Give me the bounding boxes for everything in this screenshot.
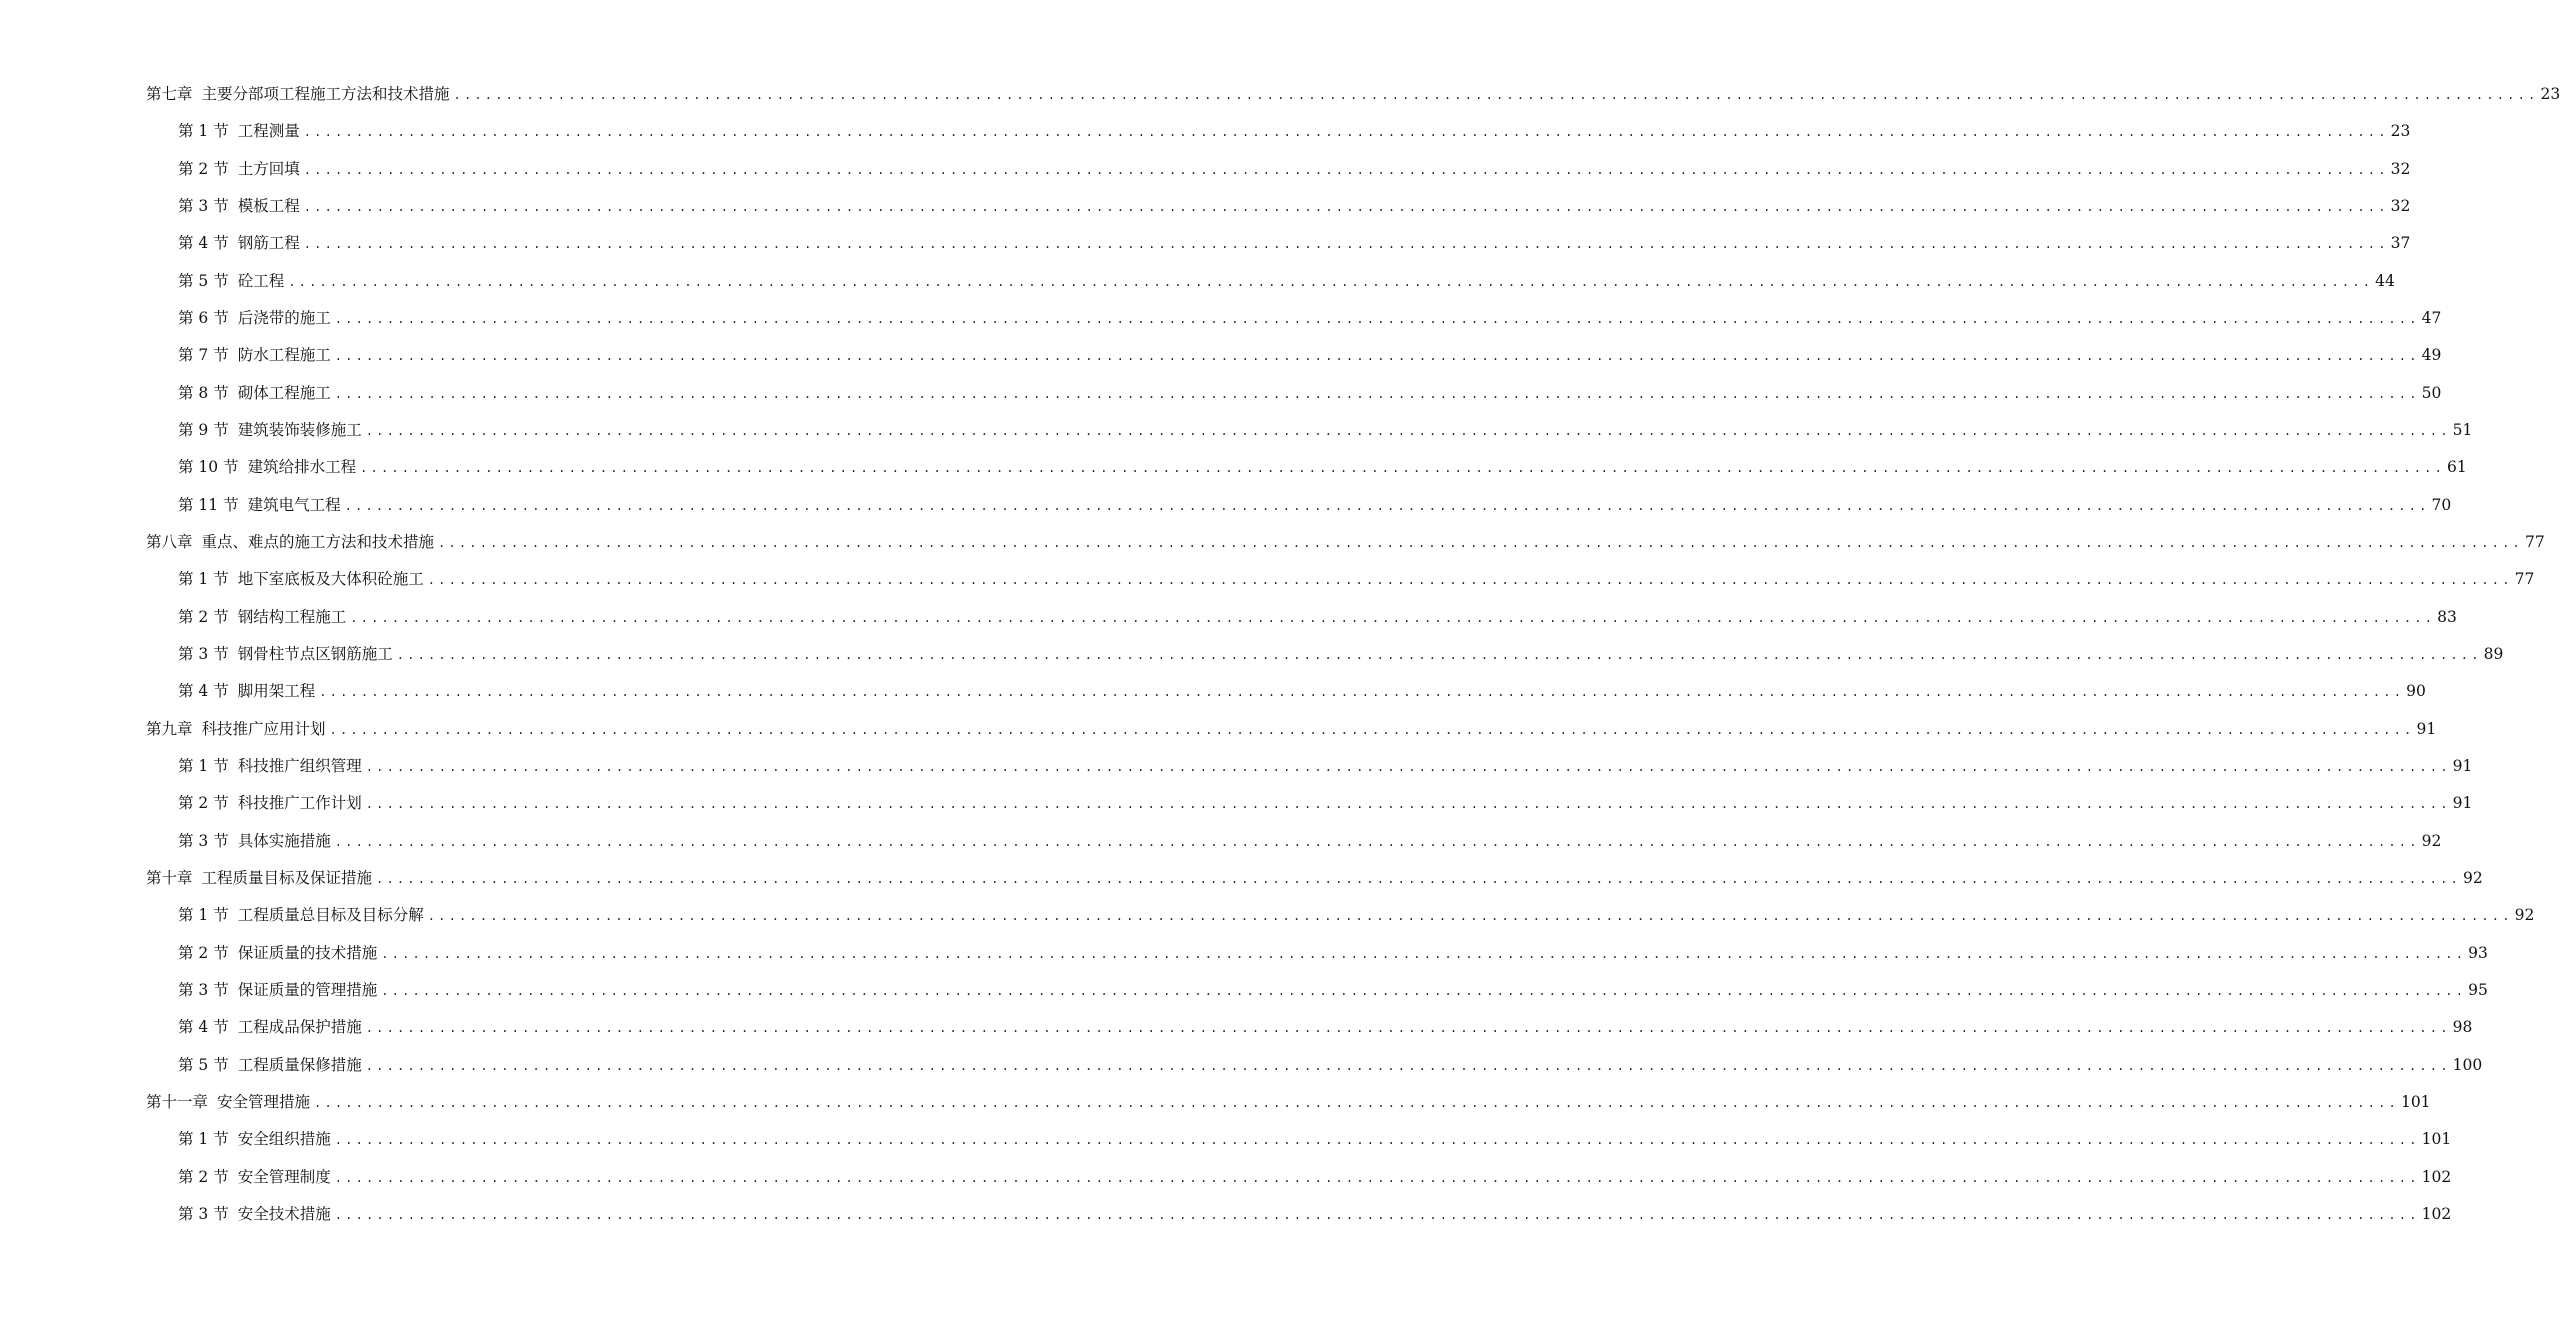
dot-leader: ........................................................................................................................................................................................................ xyxy=(334,1133,2420,1148)
toc-section-entry[interactable] xyxy=(146,225,2411,262)
toc-entry-label: 第十一章 xyxy=(146,1092,209,1111)
toc-chapter-entry[interactable] xyxy=(146,711,2437,748)
toc-page-number: 92 xyxy=(2421,831,2442,850)
dot-leader: ........................................................................................................................................................................................................ xyxy=(334,834,2420,849)
toc-entry-label: 第 6 节 xyxy=(178,308,229,327)
toc-entry-label: 第 2 节 xyxy=(178,159,229,178)
toc-entry-title: 安全技术措施 xyxy=(237,1204,331,1223)
toc-page-number: 37 xyxy=(2390,234,2411,253)
toc-section-entry[interactable] xyxy=(146,1159,2452,1196)
toc-page-number: 77 xyxy=(2524,532,2545,551)
toc-page-number: 101 xyxy=(2421,1130,2452,1149)
toc-entry-title: 主要分部项工程施工方法和技术措施 xyxy=(201,85,450,103)
dot-leader: ........................................................................................................................................................................................................ xyxy=(365,1021,2451,1036)
toc-entry-label: 第 2 节 xyxy=(178,1167,229,1186)
toc-section-entry[interactable] xyxy=(146,897,2535,934)
toc-entry-label: 第 5 节 xyxy=(178,271,229,290)
toc-entry-title: 工程测量 xyxy=(237,122,300,141)
toc-section-entry[interactable] xyxy=(146,300,2442,337)
toc-entry-title: 科技推广组织管理 xyxy=(237,756,362,775)
toc-entry-label: 第 8 节 xyxy=(178,383,229,402)
toc-entry-title: 安全管理措施 xyxy=(217,1092,311,1111)
toc-section-entry[interactable] xyxy=(146,375,2442,412)
toc-page-number: 90 xyxy=(2406,682,2426,701)
toc-entry-label: 第 4 节 xyxy=(178,1018,229,1037)
dot-leader: ........................................................................................................................................................................................................ xyxy=(303,199,2389,214)
toc-entry-title: 工程成品保护措施 xyxy=(237,1018,362,1037)
toc-entry-title: 安全管理制度 xyxy=(237,1167,331,1186)
toc-page-number: 92 xyxy=(2514,906,2535,925)
toc-section-entry[interactable] xyxy=(146,1047,2483,1084)
toc-section-entry[interactable] xyxy=(146,1196,2452,1233)
toc-entry-title: 工程质量总目标及目标分解 xyxy=(237,906,424,925)
toc-page-number: 47 xyxy=(2421,308,2442,327)
toc-entry-title: 建筑给排水工程 xyxy=(247,458,357,477)
toc-page-number: 61 xyxy=(2447,458,2467,477)
toc-page-number: 92 xyxy=(2462,868,2483,887)
toc-page-number: 32 xyxy=(2390,196,2411,215)
dot-leader: ........................................................................................................................................................................................................ xyxy=(396,647,2482,662)
toc-entry-title: 脚用架工程 xyxy=(237,682,316,701)
toc-entry-label: 第 11 节 xyxy=(178,495,239,514)
dot-leader: ........................................................................................................................................................................................................ xyxy=(365,1058,2451,1073)
dot-leader: ........................................................................................................................................................................................................ xyxy=(334,386,2420,401)
toc-page-number: 23 xyxy=(2540,85,2560,103)
toc-page-number: 102 xyxy=(2421,1167,2452,1186)
toc-entry-label: 第 4 节 xyxy=(178,234,229,253)
toc-entry-title: 砼工程 xyxy=(237,271,285,290)
toc-chapter-entry[interactable] xyxy=(146,76,2560,113)
toc-page-number: 83 xyxy=(2437,607,2457,626)
toc-section-entry[interactable] xyxy=(146,599,2457,636)
dot-leader: ........................................................................................................................................................................................................ xyxy=(438,535,2523,550)
toc-section-entry[interactable] xyxy=(146,337,2442,374)
toc-entry-title: 具体实施措施 xyxy=(237,831,331,850)
toc-section-entry[interactable] xyxy=(146,748,2473,785)
toc-section-entry[interactable] xyxy=(146,113,2411,150)
toc-section-entry[interactable] xyxy=(146,785,2473,822)
toc-entry-title: 安全组织措施 xyxy=(237,1130,331,1149)
dot-leader: ........................................................................................................................................................................................................ xyxy=(334,1170,2420,1185)
dot-leader: ........................................................................................................................................................................................................ xyxy=(314,1095,2399,1110)
toc-entry-label: 第 3 节 xyxy=(178,644,229,663)
dot-leader: ........................................................................................................................................................................................................ xyxy=(329,722,2415,737)
toc-entry-title: 后浇带的施工 xyxy=(237,308,331,327)
dot-leader: ........................................................................................................................................................................................................ xyxy=(376,871,2461,886)
toc-entry-label: 第九章 xyxy=(146,719,193,738)
toc-section-entry[interactable] xyxy=(146,188,2411,225)
dot-leader: ........................................................................................................................................................................................................ xyxy=(303,237,2389,252)
toc-entry-label: 第八章 xyxy=(146,532,193,551)
toc-entry-label: 第 2 节 xyxy=(178,943,229,962)
dot-leader: ........................................................................................................................................................................................................ xyxy=(427,573,2513,588)
dot-leader: ........................................................................................................................................................................................................ xyxy=(344,498,2430,513)
toc-entry-title: 模板工程 xyxy=(237,196,300,215)
dot-leader: ........................................................................................................................................................................................................ xyxy=(453,88,2539,102)
toc-entry-title: 钢骨柱节点区钢筋施工 xyxy=(237,644,393,663)
toc-entry-label: 第 2 节 xyxy=(178,607,229,626)
toc-entry-label: 第 1 节 xyxy=(178,906,229,925)
toc-entry-label: 第 5 节 xyxy=(178,1055,229,1074)
dot-leader: ........................................................................................................................................................................................................ xyxy=(288,274,2374,289)
toc-entry-label: 第 1 节 xyxy=(178,756,229,775)
toc-entry-label: 第 3 节 xyxy=(178,831,229,850)
toc-page-number: 49 xyxy=(2421,346,2442,365)
toc-entry-label: 第 1 节 xyxy=(178,1130,229,1149)
toc-section-entry[interactable] xyxy=(146,449,2467,486)
toc-page-number: 100 xyxy=(2452,1055,2483,1074)
table-of-contents xyxy=(146,76,2560,1233)
toc-page-number: 44 xyxy=(2375,271,2395,290)
toc-entry-label: 第 3 节 xyxy=(178,1204,229,1223)
toc-chapter-entry[interactable] xyxy=(146,524,2545,561)
toc-page-number: 93 xyxy=(2468,943,2488,962)
toc-section-entry[interactable] xyxy=(146,673,2426,710)
toc-entry-title: 保证质量的管理措施 xyxy=(237,980,378,999)
toc-entry-title: 地下室底板及大体积砼施工 xyxy=(237,570,424,589)
toc-section-entry[interactable] xyxy=(146,487,2452,524)
dot-leader: ........................................................................................................................................................................................................ xyxy=(427,909,2513,924)
toc-page-number: 101 xyxy=(2400,1092,2431,1111)
toc-section-entry[interactable] xyxy=(146,412,2473,449)
dot-leader: ........................................................................................................................................................................................................ xyxy=(303,125,2389,140)
dot-leader: ........................................................................................................................................................................................................ xyxy=(319,685,2405,700)
toc-entry-title: 钢筋工程 xyxy=(237,234,300,253)
toc-entry-title: 工程质量保修措施 xyxy=(237,1055,362,1074)
toc-entry-title: 土方回填 xyxy=(237,159,300,178)
toc-entry-title: 重点、难点的施工方法和技术措施 xyxy=(201,532,435,551)
toc-section-entry[interactable] xyxy=(146,151,2411,188)
toc-entry-title: 防水工程施工 xyxy=(237,346,331,365)
toc-entry-label: 第 7 节 xyxy=(178,346,229,365)
toc-entry-title: 保证质量的技术措施 xyxy=(237,943,378,962)
dot-leader: ........................................................................................................................................................................................................ xyxy=(365,759,2451,774)
dot-leader: ........................................................................................................................................................................................................ xyxy=(365,423,2451,438)
toc-section-entry[interactable] xyxy=(146,636,2504,673)
dot-leader: ........................................................................................................................................................................................................ xyxy=(334,1207,2420,1222)
toc-page-number: 70 xyxy=(2431,495,2452,514)
toc-page-number: 77 xyxy=(2514,570,2535,589)
toc-page-number: 89 xyxy=(2483,644,2504,663)
toc-page-number: 51 xyxy=(2452,420,2473,439)
toc-section-entry[interactable] xyxy=(146,561,2535,598)
toc-entry-label: 第 4 节 xyxy=(178,682,229,701)
toc-page-number: 91 xyxy=(2452,756,2473,775)
toc-section-entry[interactable] xyxy=(146,1121,2452,1158)
toc-section-entry[interactable] xyxy=(146,263,2395,300)
toc-entry-label: 第 3 节 xyxy=(178,980,229,999)
toc-entry-title: 科技推广工作计划 xyxy=(237,794,362,813)
toc-entry-label: 第 1 节 xyxy=(178,570,229,589)
dot-leader: ........................................................................................................................................................................................................ xyxy=(334,311,2420,326)
toc-entry-label: 第十章 xyxy=(146,868,193,887)
toc-page-number: 102 xyxy=(2421,1204,2452,1223)
toc-section-entry[interactable] xyxy=(146,935,2488,972)
toc-entry-title: 科技推广应用计划 xyxy=(201,719,326,738)
toc-entry-label: 第七章 xyxy=(146,85,193,103)
dot-leader: ........................................................................................................................................................................................................ xyxy=(365,797,2451,812)
toc-page-number: 32 xyxy=(2390,159,2411,178)
toc-section-entry[interactable] xyxy=(146,1009,2473,1046)
toc-entry-title: 砌体工程施工 xyxy=(237,383,331,402)
toc-page-number: 91 xyxy=(2416,719,2437,738)
toc-page-number: 98 xyxy=(2452,1018,2473,1037)
toc-entry-label: 第 9 节 xyxy=(178,420,229,439)
toc-page-number: 50 xyxy=(2421,383,2442,402)
dot-leader: ........................................................................................................................................................................................................ xyxy=(381,946,2467,961)
toc-entry-label: 第 3 节 xyxy=(178,196,229,215)
dot-leader: ........................................................................................................................................................................................................ xyxy=(360,461,2446,476)
toc-section-entry[interactable] xyxy=(146,972,2488,1009)
toc-entry-title: 建筑装饰装修施工 xyxy=(237,420,362,439)
toc-entry-title: 建筑电气工程 xyxy=(247,495,341,514)
toc-chapter-entry[interactable] xyxy=(146,1084,2431,1121)
toc-page-number: 23 xyxy=(2390,122,2411,141)
toc-page-number: 91 xyxy=(2452,794,2473,813)
toc-entry-label: 第 10 节 xyxy=(178,458,239,477)
toc-page-number: 95 xyxy=(2468,980,2488,999)
toc-entry-title: 钢结构工程施工 xyxy=(237,607,347,626)
dot-leader: ........................................................................................................................................................................................................ xyxy=(381,983,2467,998)
toc-entry-title: 工程质量目标及保证措施 xyxy=(201,868,373,887)
toc-section-entry[interactable] xyxy=(146,823,2442,860)
dot-leader: ........................................................................................................................................................................................................ xyxy=(334,349,2420,364)
toc-entry-label: 第 1 节 xyxy=(178,122,229,141)
dot-leader: ........................................................................................................................................................................................................ xyxy=(303,162,2389,177)
toc-chapter-entry[interactable] xyxy=(146,860,2483,897)
dot-leader: ........................................................................................................................................................................................................ xyxy=(350,610,2436,625)
toc-entry-label: 第 2 节 xyxy=(178,794,229,813)
